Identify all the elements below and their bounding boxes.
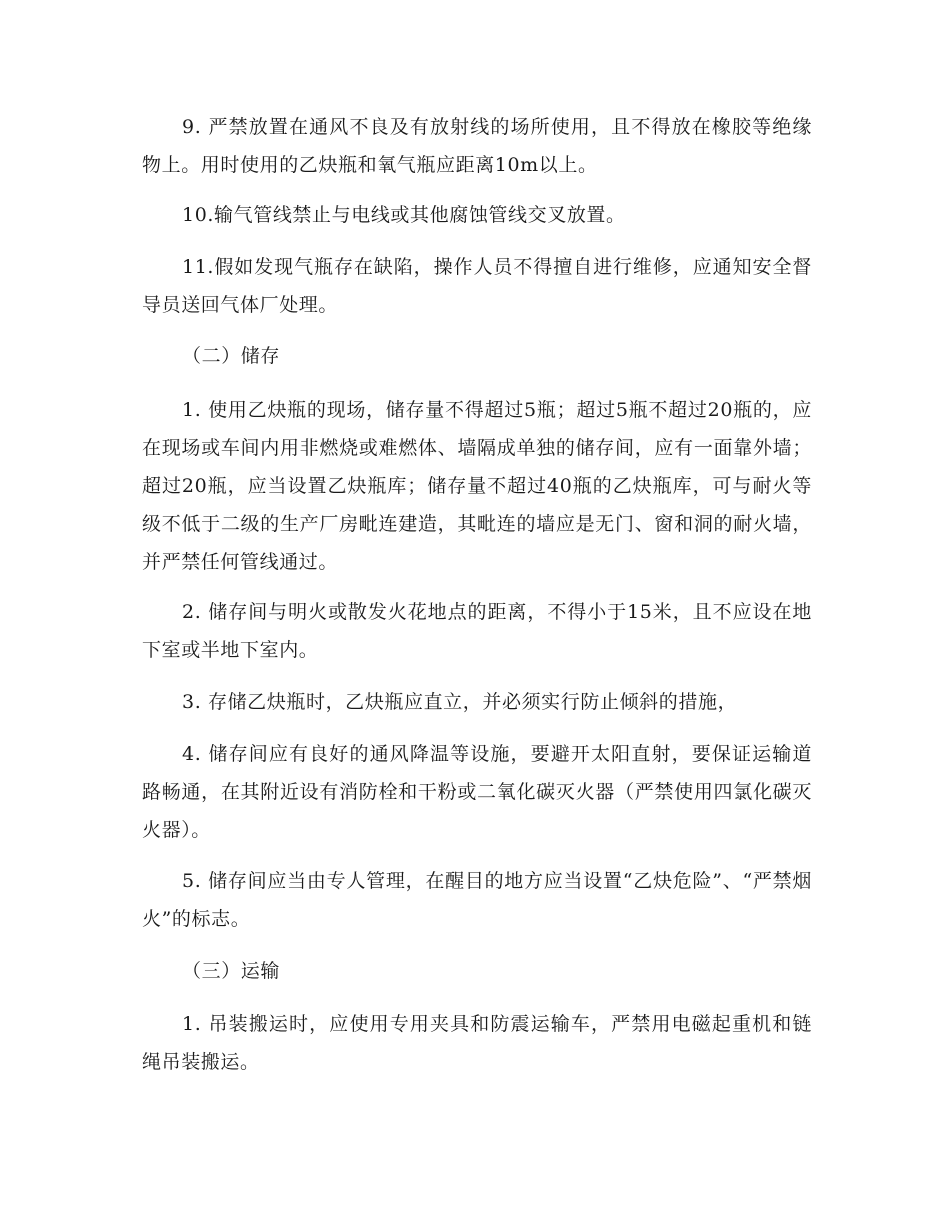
storage-item-1: 1. 使用乙炔瓶的现场，储存量不得超过5瓶；超过5瓶不超过20瓶的，应在现场或车间内用非燃烧或难燃体、墙隔成单独的储存间，应有一面靠外墙；超过20瓶，应当设置乙炔瓶库；储存量不超过40瓶的乙炔瓶库，可与耐火等级不低于二级的生产厂房毗连建造，其毗连的墙应是无门、窗和洞的耐火墙，并严禁任何管线通过。 <box>142 399 812 573</box>
storage-item-5: 5. 储存间应当由专人管理，在醒目的地方应当设置“乙炔危险”、“严禁烟火”的标志。 <box>142 870 812 930</box>
storage-item-2: 2. 储存间与明火或散发火花地点的距离，不得小于15米，且不应设在地下室或半地下室内。 <box>142 601 812 661</box>
section-heading-transport: （三）运输 <box>182 960 281 982</box>
paragraph-item-10: 10.输气管线禁止与电线或其他腐蚀管线交叉放置。 <box>182 204 626 226</box>
transport-item-1: 1. 吊装搬运时，应使用专用夹具和防震运输车，严禁用电磁起重机和链绳吊装搬运。 <box>142 1013 812 1073</box>
section-heading-storage: （二）储存 <box>182 345 281 367</box>
storage-item-4: 4. 储存间应有良好的通风降温等设施，要避开太阳直射，要保证运输道路畅通，在其附近设有消防栓和干粉或二氧化碳灭火器（严禁使用四氯化碳灭火器）。 <box>142 743 812 841</box>
storage-item-3: 3. 存储乙炔瓶时，乙炔瓶应直立，并必须实行防止倾斜的措施， <box>182 691 738 713</box>
paragraph-item-9: 9. 严禁放置在通风不良及有放射线的场所使用，且不得放在橡胶等绝缘物上。用时使用的乙炔瓶和氧气瓶应距离10m以上。 <box>142 116 812 176</box>
paragraph-item-11: 11.假如发现气瓶存在缺陷，操作人员不得擅自进行维修，应通知安全督导员送回气体厂处理。 <box>142 256 812 316</box>
